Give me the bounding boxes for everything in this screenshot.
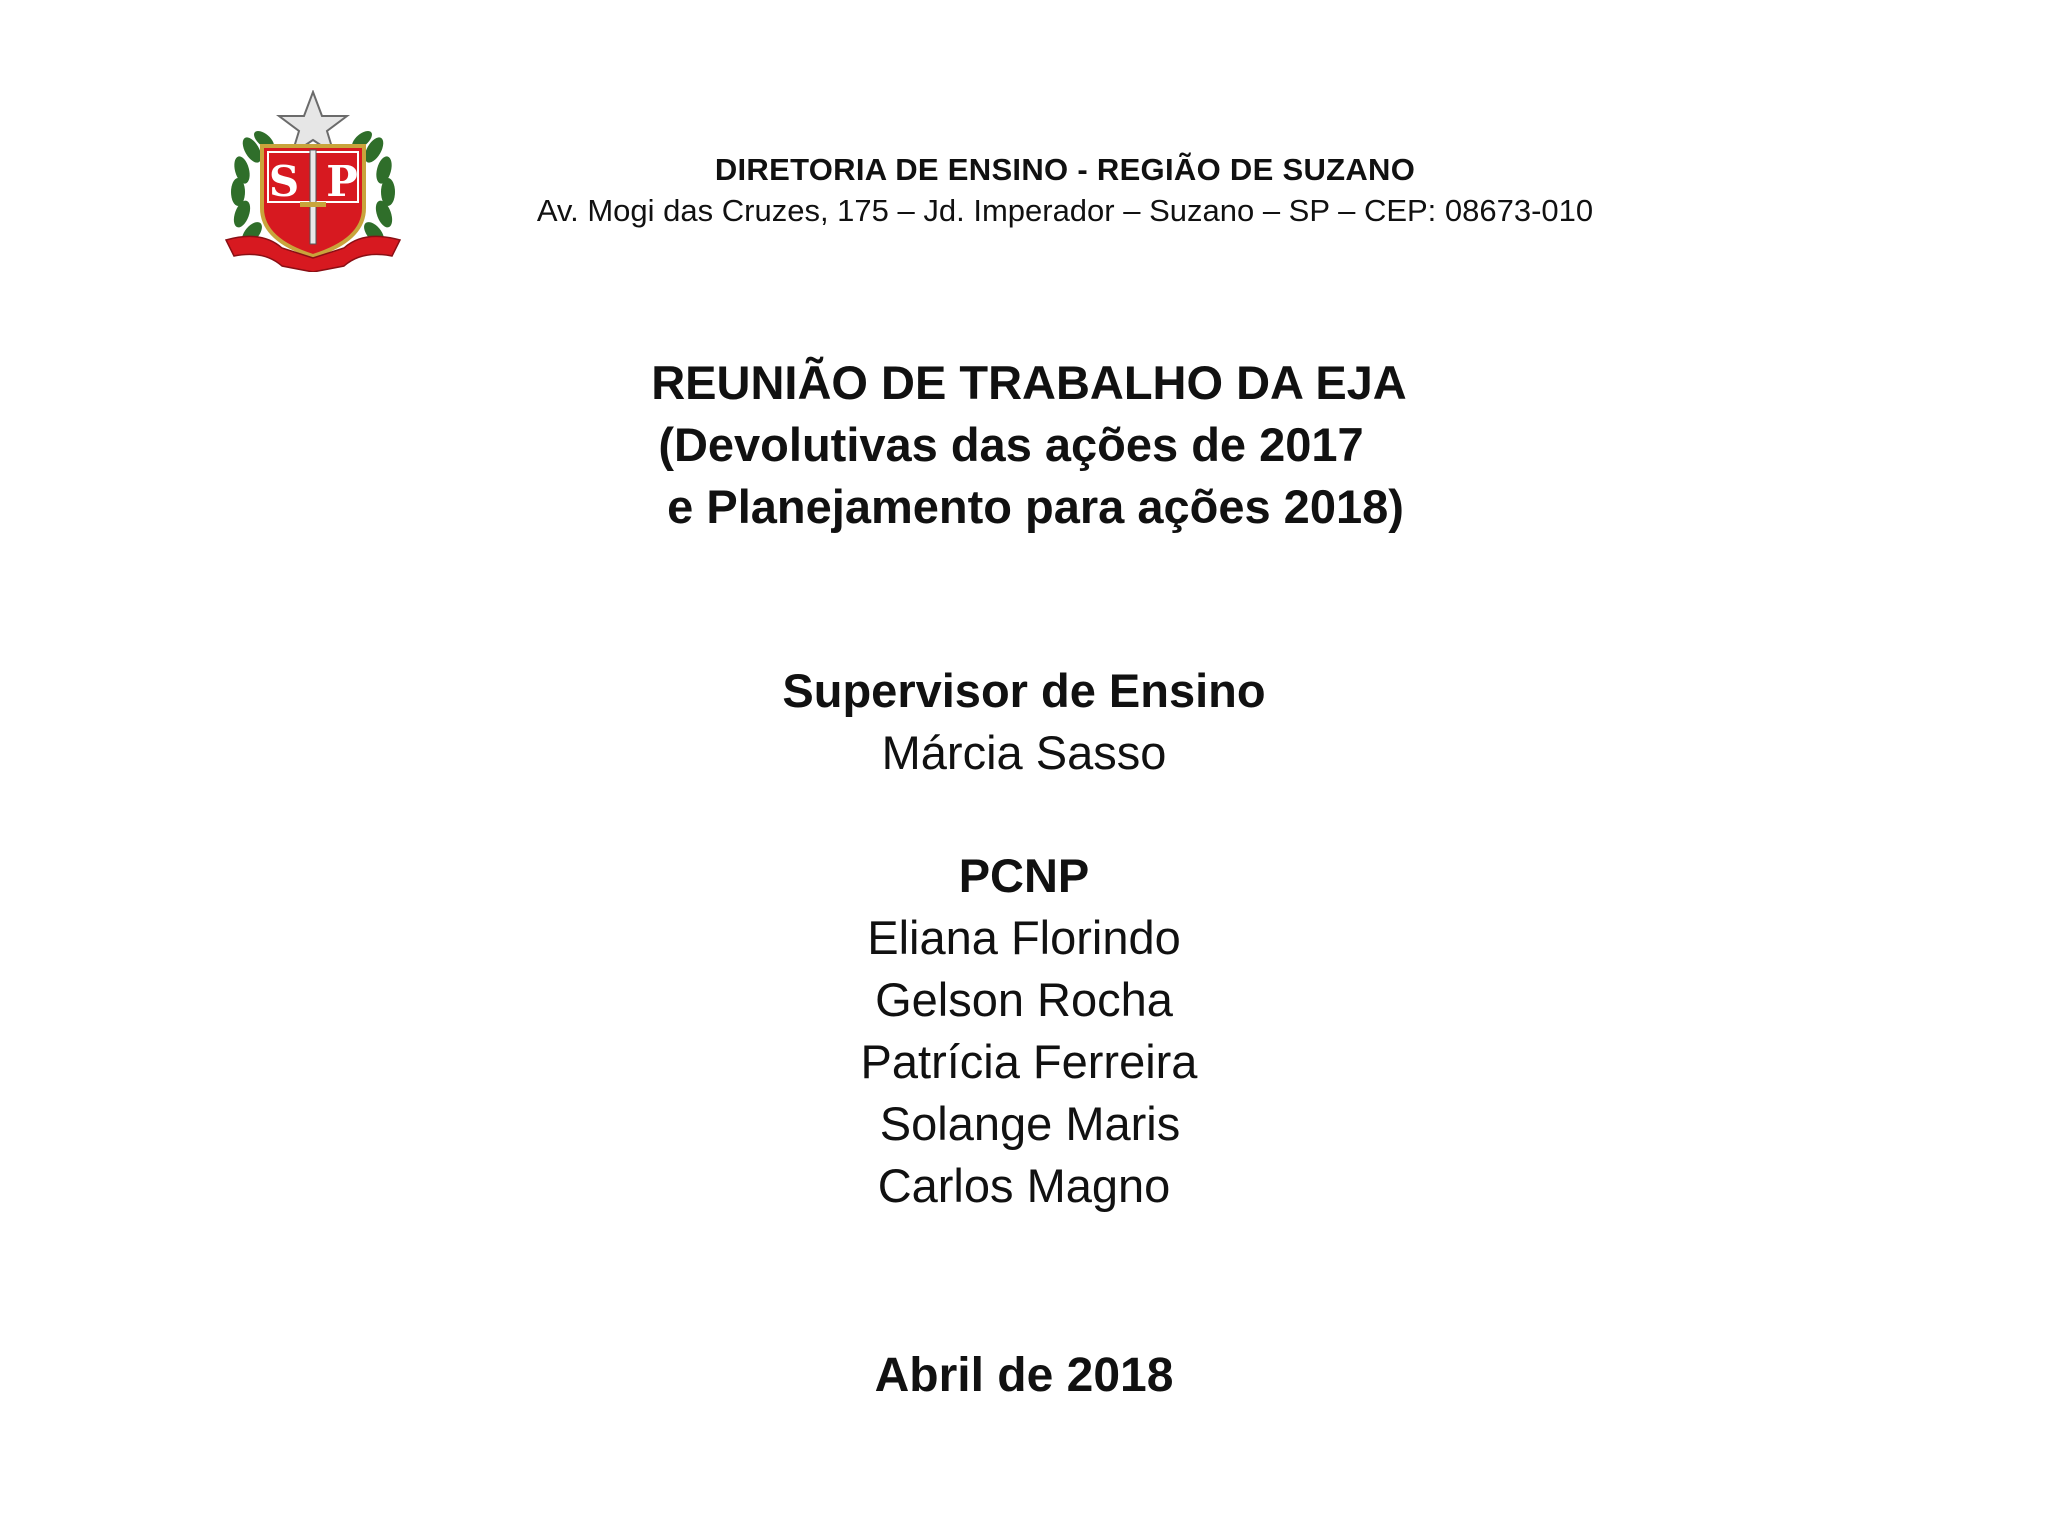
document-date: Abril de 2018 bbox=[874, 1349, 1174, 1402]
pcnp-member: Gelson Rocha bbox=[875, 973, 1173, 1026]
sao-paulo-coat-of-arms-icon bbox=[222, 90, 404, 272]
pcnp-member: Carlos Magno bbox=[877, 1159, 1171, 1212]
pcnp-member: Eliana Florindo bbox=[867, 911, 1181, 964]
meeting-title bbox=[0, 352, 2048, 538]
sword-icon bbox=[310, 150, 316, 244]
supervisor-role: Supervisor de Ensino bbox=[782, 664, 1266, 717]
header-address: Av. Mogi das Cruzes, 175 – Jd. Imperador – Suzano – SP – CEP: 08673-010 bbox=[536, 193, 1594, 228]
title-line-3: e Planejamento para ações 2018) bbox=[654, 480, 1404, 533]
header bbox=[430, 150, 1700, 232]
header-title: DIRETORIA DE ENSINO - REGIÃO DE SUZANO bbox=[714, 152, 1416, 187]
pcnp-member: Patrícia Ferreira bbox=[860, 1035, 1198, 1088]
supervisor-section bbox=[0, 660, 2048, 784]
pcnp-member: Solange Maris bbox=[879, 1097, 1181, 1150]
title-line-2: (Devolutivas das ações de 2017 bbox=[658, 418, 1364, 471]
title-line-1: REUNIÃO DE TRABALHO DA EJA bbox=[651, 356, 1407, 409]
emblem-initial-s: S bbox=[268, 157, 300, 206]
pcnp-section bbox=[0, 845, 2048, 1217]
emblem-initial-p: P bbox=[326, 157, 358, 206]
pcnp-role: PCNP bbox=[958, 849, 1090, 902]
supervisor-name: Márcia Sasso bbox=[881, 726, 1167, 779]
